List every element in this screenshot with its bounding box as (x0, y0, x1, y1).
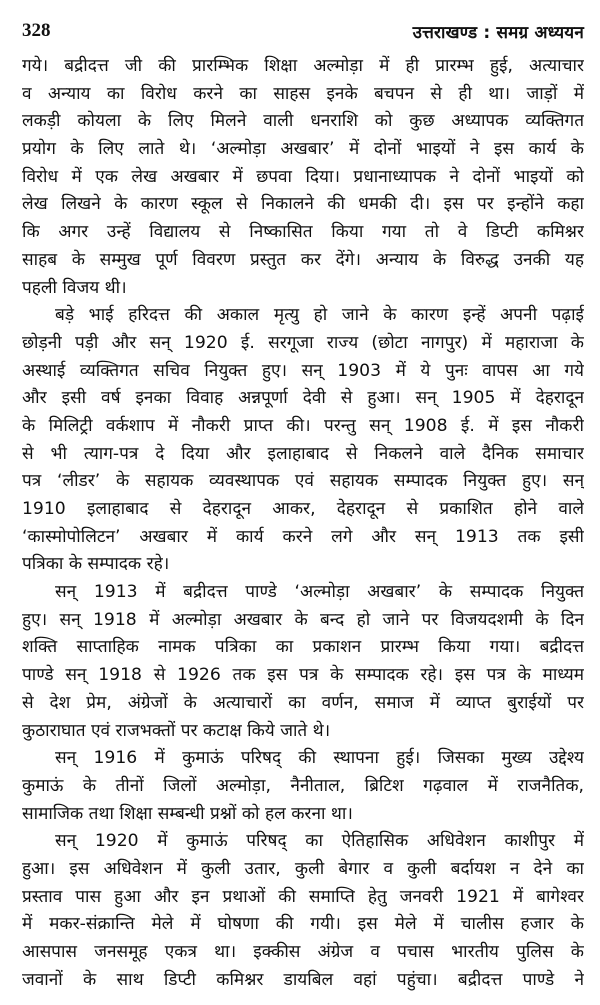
paragraph-start-line: सन् 1920 में कुमाऊं परिषद् का ऐतिहासिक अधिवेशन काशीपुर में (55, 831, 584, 852)
text-line: विरोध में एक लेख अखबार में छपवा दिया। प्रधानाध्यापक ने दोनों भाइयों को (22, 166, 584, 187)
paragraph-start-line: सन् 1916 में कुमाऊं परिषद् की स्थापना हुई। जिसका मुख्य उद्देश्य (55, 748, 584, 769)
text-line: साहब के सम्मुख पूर्ण विवरण प्रस्तुत कर देंगे। अन्याय के विरुद्ध उनकी यह (22, 249, 584, 270)
text-line: व अन्याय का विरोध करने का साहस इनके बचपन से ही था। जाड़ों में (22, 83, 584, 104)
text-line: आसपास जनसमूह एकत्र था। इक्कीस अंग्रेज व पचास भारतीय पुलिस के (22, 942, 584, 962)
text-line: छोड़नी पड़ी और सन् 1920 ई. सरगूजा राज्य (छोटा नागपुर) में महाराजा के (22, 332, 584, 353)
text-line: से देश प्रेम, अंग्रेजों के अत्याचारों का वर्णन, समाज में व्याप्त बुराईयों पर (22, 692, 584, 713)
running-title: उत्तराखण्ड : समग्र अध्ययन (412, 22, 584, 43)
text-line: में मकर-संक्रान्ति मेले में घोषणा की गयी। इस मेले में चालीस हजार के (22, 914, 584, 935)
text-line: प्रयोग के लिए लाते थे। ‘अल्मोड़ा अखबार’ में दोनों भाइयों ने इस कार्य के (22, 139, 584, 160)
text-line: पाण्डे सन् 1918 से 1926 तक इस पत्र के सम्पादक रहे। इस पत्र के माध्यम (22, 665, 584, 686)
text-line: पत्रिका के सम्पादक रहे। (22, 554, 170, 575)
text-line: प्रस्ताव पास हुआ और इन प्रथाओं की समाप्ति हेतु जनवरी 1921 में बागेश्वर (22, 886, 584, 907)
text-line: गये। बद्रीदत्त जी की प्रारम्भिक शिक्षा अल्मोड़ा में ही प्रारम्भ हुई, अत्याचार (22, 56, 584, 76)
text-line: लकड़ी कोयला के लिए मिलने वाली धनराशि को कुछ अध्यापक व्यक्तिगत (22, 111, 584, 132)
page-number: 328 (22, 20, 51, 41)
text-line: से भी त्याग-पत्र दे दिया और इलाहाबाद से निकलने वाले दैनिक समाचार (22, 443, 584, 464)
text-line: के मिलिट्री वर्कशाप में नौकरी प्राप्त की। परन्तु सन् 1908 ई. में इस नौकरी (22, 415, 584, 436)
text-line: और इसी वर्ष इनका विवाह अन्नपूर्णा देवी से हुआ। सन् 1905 में देहरादून (22, 388, 584, 409)
body-text (22, 53, 584, 994)
text-line: अस्थाई व्यक्तिगत सचिव नियुक्त हुए। सन् 1903 में ये पुनः वापस आ गये (22, 360, 584, 381)
text-line: पहली विजय थी। (22, 277, 127, 298)
paragraph-start-line: बड़े भाई हरिदत्त की अकाल मृत्यु हो जाने के कारण इन्हें अपनी पढ़ाई (55, 305, 584, 326)
text-line: हुए। सन् 1918 में अल्मोड़ा अखबार के बन्द हो जाने पर विजयदशमी के दिन (22, 609, 584, 630)
text-line: कुठाराघात एवं राजभक्तों पर कटाक्ष किये जाते थे। (22, 720, 331, 741)
text-line: लेख लिखने के कारण स्कूल से निकालने की धमकी दी। इस पर इन्होंने कहा (22, 194, 584, 215)
page-header (22, 18, 584, 44)
text-line: ‘कास्मोपोलिटन’ अखबार में कार्य करने लगे और सन् 1913 तक इसी (22, 526, 584, 547)
text-line: सामाजिक तथा शिक्षा सम्बन्धी प्रश्नों को हल करना था। (22, 803, 353, 824)
text-line: शक्ति साप्ताहिक नामक पत्रिका का प्रकाशन प्रारम्भ किया गया। बद्रीदत्त (22, 637, 584, 658)
text-line: 1910 इलाहाबाद से देहरादून आकर, देहरादून से प्रकाशित होने वाले (22, 499, 584, 519)
paragraph-start-line: सन् 1913 में बद्रीदत्त पाण्डे ‘अल्मोड़ा अखबार’ के सम्पादक नियुक्त (55, 582, 584, 603)
text-line: कि अगर उन्हें विद्यालय से निष्कासित किया गया तो वे डिप्टी कमिश्नर (22, 222, 584, 243)
text-line: हुआ। इस अधिवेशन में कुली उतार, कुली बेगार व कुली बर्दायश न देने का (22, 858, 584, 879)
text-line: जवानों के साथ डिप्टी कमिश्नर डायबिल वहां पहुंचा। बद्रीदत्त पाण्डे ने (22, 969, 584, 990)
text-line: पत्र ‘लीडर’ के सहायक व्यवस्थापक एवं सहायक सम्पादक नियुक्त हुए। सन् (22, 471, 584, 492)
text-line: कुमाऊं के तीनों जिलों अल्मोड़ा, नैनीताल, ब्रिटिश गढ़वाल में राजनैतिक, (22, 775, 584, 796)
